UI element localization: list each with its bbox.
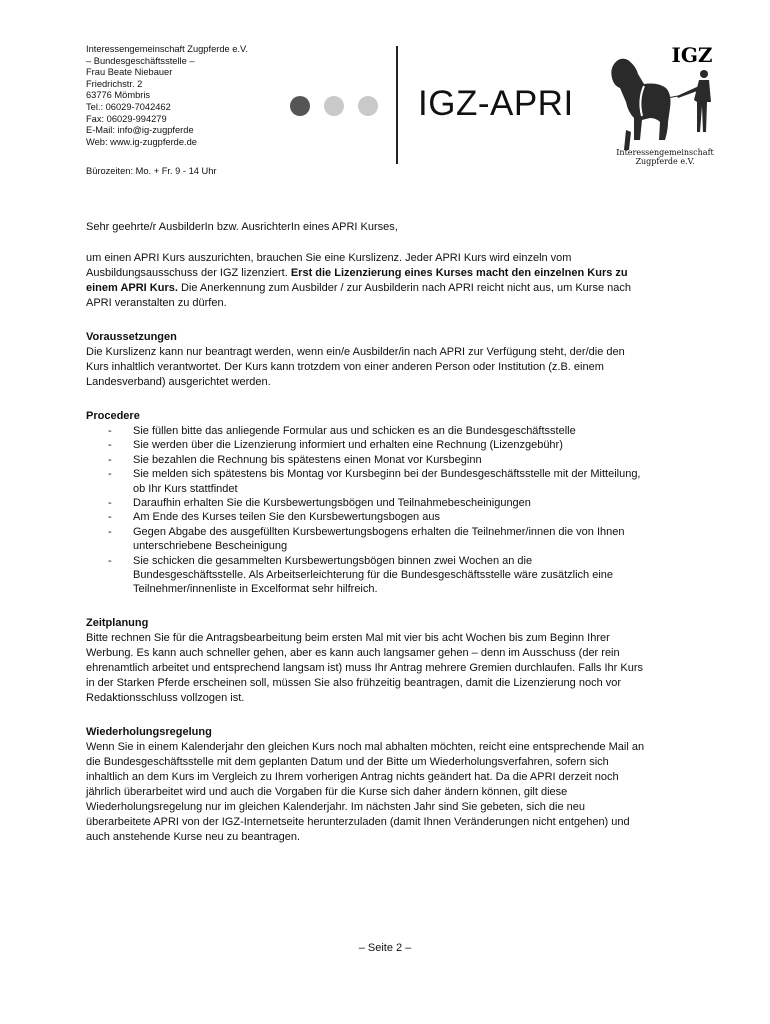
list-item: - Daraufhin erhalten Sie die Kursbewertungsbögen und Teilnahmebescheinigungen [86,496,646,510]
section-wiederholungsregelung [86,725,646,845]
logo-text: IGZ [671,43,713,67]
dot-light [324,96,344,116]
logo-caption [604,148,726,166]
list-item: - Gegen Abgabe des ausgefüllten Kursbewertungsbogens erhalten die Teilnehmer/innen die von Ihnen unterschriebene Bescheinigung [86,525,646,554]
address-line: – Bundesgeschäftsstelle – [86,55,195,66]
sender-address [86,44,248,148]
list-item: - Sie füllen bitte das anliegende Formular aus und schicken es an die Bundesgeschäftsstelle [86,424,646,438]
list-item: - Sie bezahlen die Rechnung bis spätestens einen Monat vor Kursbeginn [86,453,646,467]
dot-light [358,96,378,116]
section-text: Bitte rechnen Sie für die Antragsbearbeitung beim ersten Mal mit vier bis acht Wochen bis zum Beginn Ihrer Werbung. Es kann auch schneller gehen, aber es kann auch langsamer gehen – denn im Ausschuss (der rein ehrenamtlich arbeitet und entsprechend langsam ist) muss Ihr Antrag mehrere Gremien durchlaufen. Falls Ihr Kurs in der Starken Pferde erscheinen soll, müssen Sie also frühzeitig beantragen, damit die Lizenzierung noch vor Redaktionsschluss vollzogen ist. [86,631,643,704]
letter-body [86,220,646,845]
list-item: - Sie schicken die gesammelten Kursbewertungsbögen binnen zwei Wochen an die Bundesgeschäftsstelle. Als Arbeitserleichterung für die Bundesgeschäftsstelle wäre zusätzlich eine Teilnehmer/innenliste in Excelformat sehr hilfreich. [86,554,646,597]
salutation: Sehr geehrte/r AusbilderIn bzw. AusrichterIn eines APRI Kurses, [86,221,398,233]
phone-line: Tel.: 06029-7042462 [86,101,171,112]
address-line: Interessengemeinschaft Zugpferde e.V. [86,44,248,54]
list-item: - Sie werden über die Lizenzierung informiert und erhalten eine Rechnung (Lizenzgebühr) [86,438,646,452]
procedure-list [86,424,646,597]
section-heading: Procedere [86,410,140,422]
dot-dark [290,96,310,116]
section-heading: Wiederholungsregelung [86,725,212,738]
logo-caption-line: Zugpferde e.V. [635,157,695,166]
decorative-dots [290,96,378,116]
email-line: E-Mail: info@ig-zugpferde [86,125,194,136]
section-text: Die Kurslizenz kann nur beantragt werden, wenn ein/e Ausbilder/in nach APRI zur Verfügung steht, der/die den Kurs inhaltlich verantwortet. Der Kurs kann trotzdem von einer anderen Person oder Institution (z.B. einem Landesverband) ausgerichtet werden. [86,346,625,388]
address-line: Friedrichstr. 2 [86,78,143,89]
address-line: 63776 Mömbris [86,90,151,101]
logo-caption-line: Interessengemeinschaft [616,148,714,157]
section-zeitplanung [86,616,646,706]
office-hours: Bürozeiten: Mo. + Fr. 9 - 14 Uhr [86,166,217,176]
fax-line: Fax: 06029-994279 [86,113,167,124]
intro-emphasis: Erst die Lizenzierung eines Kurses macht den einzelnen Kurs zu einem APRI Kurs. [86,267,628,294]
section-procedere [86,409,646,597]
section-text: Wenn Sie in einem Kalenderjahr den gleichen Kurs noch mal abhalten möchten, reicht eine entsprechende Mail an die Bundesgeschäftsstelle mit dem geplanten Datum und der Bitte um Wiederholungsverfahren, sofern sich inhaltlich an dem Kurs im Vergleich zu Ihrem vorherigen Antrag nichts geändert hat. Da die APRI derzeit noch jährlich überarbeitet wird und auch die Vorgaben für die Kurse sich daher ändern können, gilt diese Wiederholungsregelung nur im gleichen Kalenderjahr. Im nächsten Jahr sind Sie gebeten, sich die neu überarbeitete APRI von der IGZ-Internetseite herunterzuladen (damit Ihnen Veränderungen nicht entgehen) und auch anstehende Kurse neu zu beantragen. [86,740,645,843]
page-number: – Seite 2 – [358,942,412,954]
letterhead [86,44,726,184]
web-line: Web: www.ig-zugpferde.de [86,136,197,147]
intro-text: um einen APRI Kurs auszurichten, brauchen Sie eine Kurslizenz. Jeder APRI Kurs wird einzeln vom Ausbildungsausschuss der IGZ lizenziert. [86,252,572,279]
intro-paragraph [86,251,646,311]
brand-title: IGZ-APRI [418,84,574,123]
header-divider [396,46,398,164]
list-item: - Am Ende des Kurses teilen Sie den Kursbewertungsbogen aus [86,510,646,524]
section-heading: Zeitplanung [86,616,149,629]
section-voraussetzungen [86,330,646,390]
section-heading: Voraussetzungen [86,331,177,343]
list-item: - Sie melden sich spätestens bis Montag vor Kursbeginn bei der Bundesgeschäftsstelle mit der Mitteilung, ob Ihr Kurs stattfindet [86,467,646,496]
address-line: Frau Beate Niebauer [86,67,173,78]
intro-text-end: Die Anerkennung zum Ausbilder / zur Ausbilderin nach APRI reicht nicht aus, um Kurse nach APRI veranstalten zu dürfen. [86,282,631,309]
